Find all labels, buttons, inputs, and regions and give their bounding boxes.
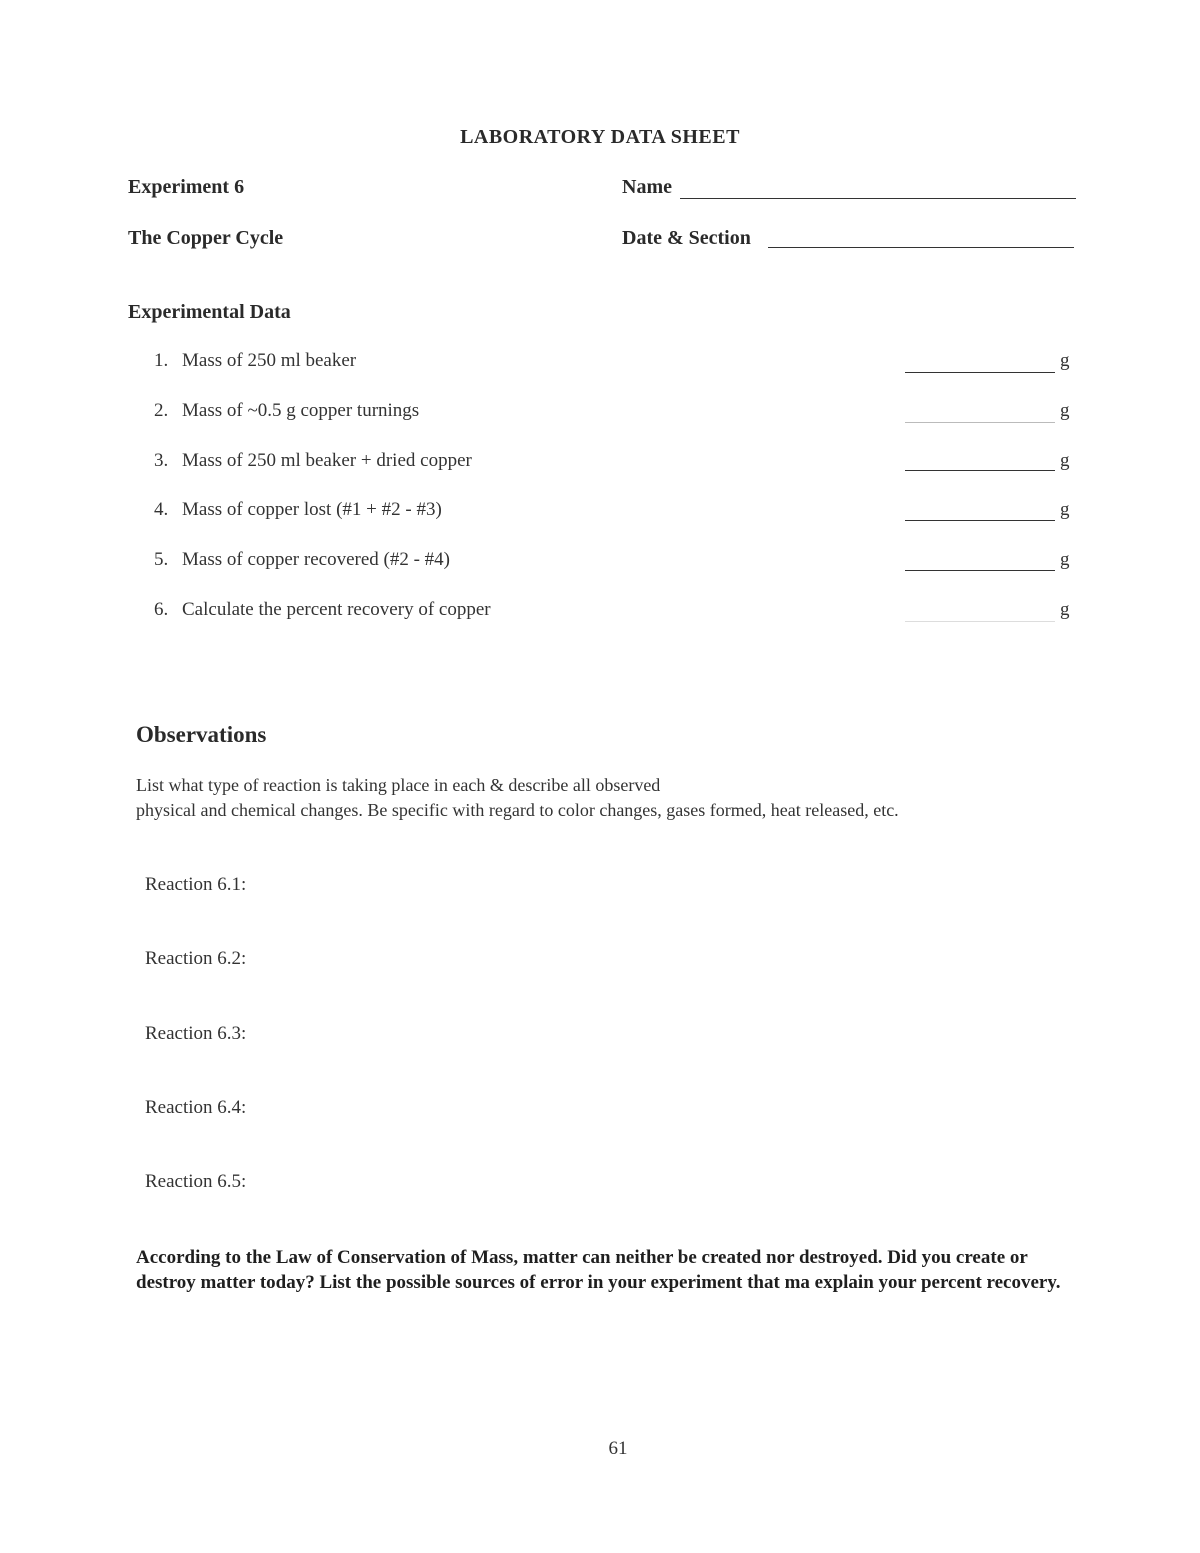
data-item-5: 5. Mass of copper recovered (#2 - #4) bbox=[154, 549, 451, 570]
data-item-6-unit: g bbox=[1060, 599, 1070, 620]
data-item-5-answer-line[interactable] bbox=[905, 570, 1055, 571]
data-item-1-unit: g bbox=[1060, 350, 1070, 371]
experiment-number: Experiment 6 bbox=[128, 176, 245, 198]
observations-instructions-line-1: List what type of reaction is taking place in each & describe all observed bbox=[136, 775, 661, 795]
observations-heading: Observations bbox=[136, 722, 267, 747]
observations-instructions-line-2: physical and chemical changes. Be specific with regard to color changes, gases formed, heat released, etc. bbox=[136, 800, 899, 820]
reaction-6-1-label: Reaction 6.1: bbox=[145, 874, 247, 895]
data-item-4-unit: g bbox=[1060, 499, 1070, 520]
experiment-name: The Copper Cycle bbox=[128, 227, 284, 249]
data-item-4-answer-line[interactable] bbox=[905, 520, 1055, 521]
data-item-2-answer-line[interactable] bbox=[905, 422, 1055, 423]
reaction-6-3-label: Reaction 6.3: bbox=[145, 1023, 247, 1044]
date-section-label: Date & Section bbox=[622, 227, 751, 249]
data-item-4: 4. Mass of copper lost (#1 + #2 - #3) bbox=[154, 499, 442, 520]
reaction-6-4-label: Reaction 6.4: bbox=[145, 1097, 247, 1118]
data-item-2-unit: g bbox=[1060, 400, 1070, 421]
page-number: 61 bbox=[608, 1438, 628, 1459]
data-item-2: 2. Mass of ~0.5 g copper turnings bbox=[154, 400, 420, 421]
data-item-1-answer-line[interactable] bbox=[905, 372, 1055, 373]
name-input-line[interactable] bbox=[680, 198, 1076, 199]
reaction-6-2-label: Reaction 6.2: bbox=[145, 948, 247, 969]
name-label: Name bbox=[622, 176, 672, 198]
reaction-6-5-label: Reaction 6.5: bbox=[145, 1171, 247, 1192]
page-title: LABORATORY DATA SHEET bbox=[460, 126, 740, 148]
conservation-of-mass-question: According to the Law of Conservation of Mass, matter can neither be created nor destroyed. Did you create or destroy matter today? List the possible sources of error in your experiment that ma explain your percent recovery. bbox=[136, 1247, 1061, 1293]
data-item-3: 3. Mass of 250 ml beaker + dried copper bbox=[154, 450, 472, 471]
data-item-3-answer-line[interactable] bbox=[905, 470, 1055, 471]
data-item-6: 6. Calculate the percent recovery of copper bbox=[154, 599, 491, 620]
date-section-input-line[interactable] bbox=[768, 247, 1074, 248]
data-item-5-unit: g bbox=[1060, 549, 1070, 570]
experimental-data-heading: Experimental Data bbox=[128, 301, 291, 323]
data-item-1: 1. Mass of 250 ml beaker bbox=[154, 350, 357, 371]
data-item-3-unit: g bbox=[1060, 450, 1070, 471]
data-item-6-answer-line[interactable] bbox=[905, 621, 1055, 622]
